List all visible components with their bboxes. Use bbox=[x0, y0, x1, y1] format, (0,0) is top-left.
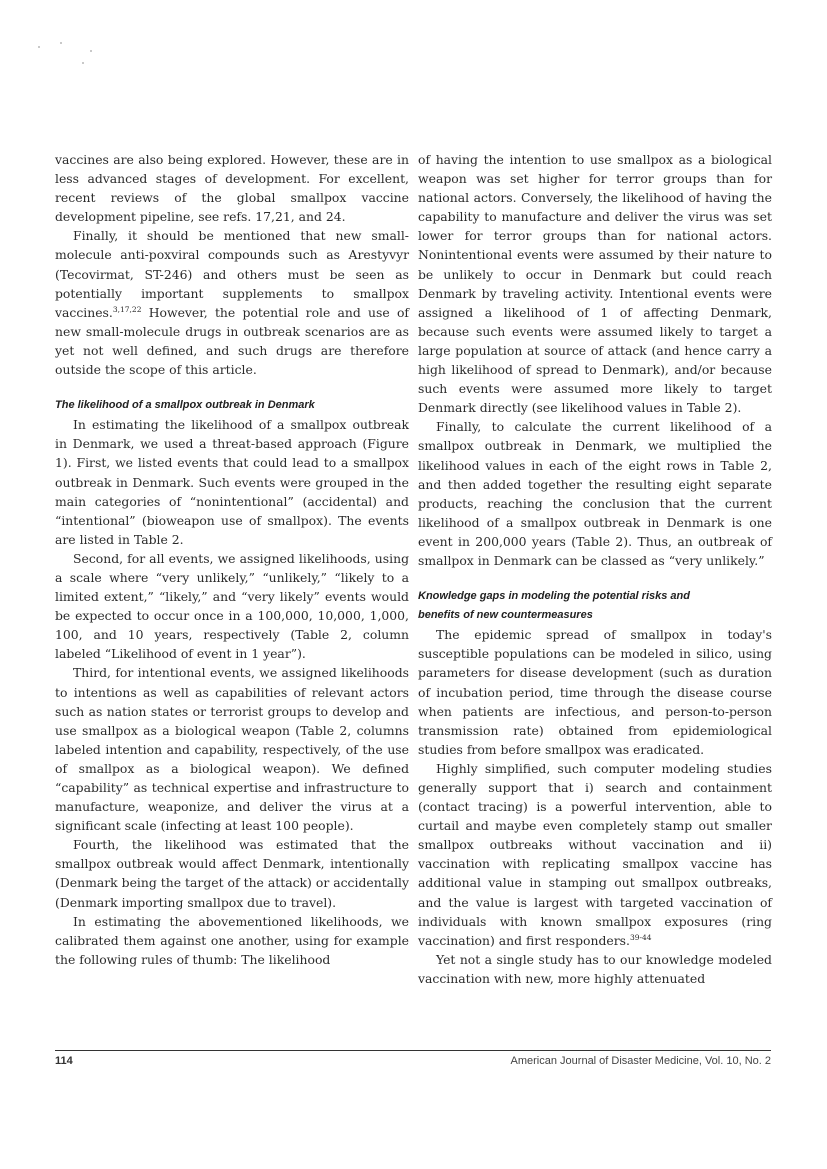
page-number: 114 bbox=[55, 1055, 73, 1067]
citation: 39-44 bbox=[629, 932, 652, 942]
section-heading: The likelihood of a smallpox outbreak in Denmark bbox=[55, 399, 315, 412]
footer-rule bbox=[55, 1050, 771, 1051]
section-heading: Knowledge gaps in modeling the potential risks and benefits of new countermeasures bbox=[418, 590, 690, 622]
paragraph: Second, for all events, we assigned likelihoods, using a scale where “very unlikely,” “unlikely,” “likely to a limited extent,” “likely,” and “very likely” events would be expected to occur once in a 100,000, 10,000, 1,000, 100, and 10 years, respectively (Table 2, column labeled “Likelihood of event in 1 year”). bbox=[55, 550, 409, 662]
right-column bbox=[418, 150, 772, 988]
paragraph: vaccines are also being explored. However, these are in less advanced stages of development. For excellent, recent reviews of the global smallpox vaccine development pipeline, see refs. 17,21, and 24. bbox=[55, 152, 409, 225]
paragraph: Fourth, the likelihood was estimated that the smallpox outbreak would affect Denmark, intentionally (Denmark being the target of the attack) or accidentally (Denmark importing smallpox due to travel). bbox=[55, 837, 409, 910]
paragraph: Finally, to calculate the current likelihood of a smallpox outbreak in Denmark, we multiplied the likelihood values in each of the eight rows in Table 2, and then added together the resulting eight separate products, reaching the conclusion that the current likelihood of a smallpox outbreak in Denmark is one event in 200,000 years (Table 2). Thus, an outbreak of smallpox in Denmark can be classed as “very unlikely.” bbox=[418, 419, 772, 568]
paragraph: Highly simplified, such computer modeling studies generally support that i) search and containment (contact tracing) is a powerful intervention, able to curtail and maybe even completely stamp out smaller smallpox outbreaks without vaccination and ii) vaccination with replicating smallpox vaccine has additional value in stamping out smallpox outbreaks, and the value is largest with targeted vaccination of individuals with known smallpox exposures (ring vaccination) and first responders.$^{39-44}$ bbox=[418, 760, 772, 948]
journal-citation: American Journal of Disaster Medicine, Vol. 10, No. 2 bbox=[510, 1055, 771, 1067]
citation: 3,17,22 bbox=[112, 304, 142, 314]
paragraph: In estimating the likelihood of a smallpox outbreak in Denmark, we used a threat-based approach (Figure 1). First, we listed events that could lead to a smallpox outbreak in Denmark. Such events were grouped in the main categories of “nonintentional” (accidental) and “intentional” (bioweapon use of smallpox). The events are listed in Table 2. bbox=[55, 417, 409, 547]
paragraph: The epidemic spread of smallpox in today's susceptible populations can be modeled in silico, using parameters for disease development (such as duration of incubation period, time through the disease course when patients are infectious, and person-to-person transmission rate) obtained from epidemiological studies from before smallpox was eradicated. bbox=[418, 627, 772, 757]
paragraph: Third, for intentional events, we assigned likelihoods to intentions as well as capabilities of relevant actors such as nation states or terrorist groups to develop and use smallpox as a biological weapon (Table 2, columns labeled intention and capability, respectively, of the use of smallpox as a biological weapon). We defined “capability” as technical expertise and infrastructure to manufacture, weaponize, and deliver the virus at a significant scale (infecting at least 100 people). bbox=[55, 665, 409, 834]
paragraph: of having the intention to use smallpox as a biological weapon was set higher for terror groups than for national actors. Conversely, the likelihood of having the capability to manufacture and deliver the virus was set lower for terror groups than for national actors. Nonintentional events were assumed by their nature to be unlikely to occur in Denmark but could reach Denmark by traveling activity. Intentional events were assigned a likelihood of 1 of affecting Denmark, because such events were assumed likely to target a large population at source of attack (and hence carry a high likelihood of spread to Denmark), and/or because such events were assumed more likely to target Denmark directly (see likelihood values in Table 2). bbox=[418, 152, 772, 416]
paragraph: Yet not a single study has to our knowledge modeled vaccination with new, more highly attenuated bbox=[418, 951, 772, 986]
paragraph: Finally, it should be mentioned that new small-molecule anti-poxviral compounds such as Arestyvyr (Tecovirmat, ST-246) and others must be seen as potentially important supplements to smallpox vaccines.$^{3,17,22}$ However, the potential role and use of new small-molecule drugs in outbreak scenarios are as yet not well defined, and such drugs are therefore outside the scope of this article. bbox=[55, 228, 409, 378]
paragraph: In estimating the abovementioned likelihoods, we calibrated them against one another, using for example the following rules of thumb: The likelihood bbox=[55, 913, 409, 967]
left-column bbox=[55, 150, 409, 969]
